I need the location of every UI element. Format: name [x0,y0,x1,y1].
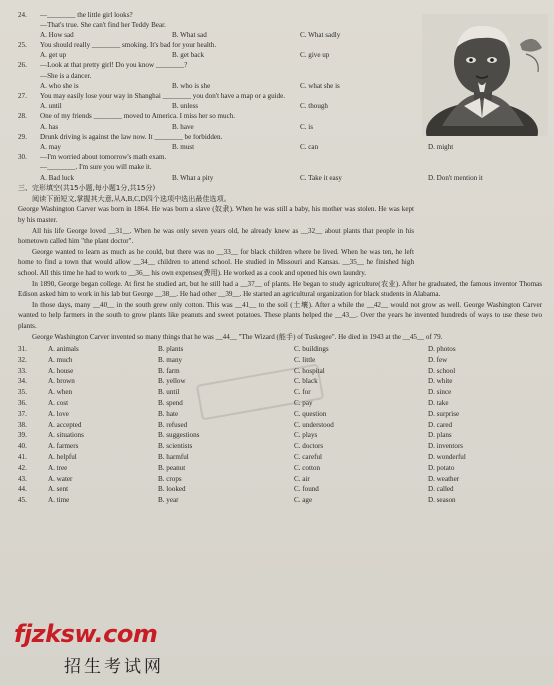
cloze-option-b: B. harmful [158,452,189,461]
cloze-number: 38. [18,420,27,429]
cloze-option-b: B. hate [158,409,179,418]
question-number: 27. [18,92,27,101]
cloze-option-a: A. cost [48,398,69,407]
site-watermark [8,620,208,682]
cloze-option-a: A. brown [48,377,75,386]
question-options [18,173,542,183]
cloze-option-b: B. crops [158,474,182,483]
portrait-illustration [422,14,548,136]
option-b: B. unless [172,103,199,111]
watermark-subtitle: 招生考试网 [64,657,164,677]
cloze-option-c: C. found [294,485,319,494]
question-number: 30. [18,153,27,162]
option-d: D. might [428,143,454,151]
cloze-number: 36. [18,398,27,407]
option-b: B. have [172,123,194,131]
cloze-option-c: C. question [294,409,327,418]
cloze-option-d: D. photos [428,344,456,353]
cloze-option-d: D. cared [428,420,453,429]
cloze-option-a: A. water [48,474,73,483]
option-b: B. What sad [172,31,207,39]
cloze-number: 31. [18,344,27,353]
cloze-option-row [18,355,542,366]
option-a: A. has [40,123,59,131]
option-a: A. get up [40,52,67,60]
cloze-option-row [18,430,542,441]
cloze-option-a: A. when [48,388,73,397]
option-a: A. How sad [40,31,74,39]
passage-paragraph: In 1890, George began college. At first he studied art, but he still had a __37__ of plants. He began to study agriculture(农业). After he graduated, the famous inventor Thomas Edison asked him to work in his lab but George __38__. He had other __39__. He started an agricultural organization for black students in Alabama. [18,279,542,299]
cloze-option-c: C. black [294,377,318,386]
cloze-number: 43. [18,474,27,483]
question-text: One of my friends ________ moved to America. I miss her so much. [40,113,236,121]
cloze-option-row [18,484,542,495]
option-b: B. get back [172,52,205,60]
cloze-number: 42. [18,463,27,472]
cloze-option-row [18,495,542,506]
cloze-option-c: C. understood [294,420,334,429]
cloze-option-row [18,452,542,463]
cloze-option-c: C. age [294,496,313,505]
cloze-option-d: D. called [428,485,454,494]
cloze-option-c: C. air [294,474,310,483]
cloze-option-d: D. weather [428,474,460,483]
cloze-option-d: D. few [428,355,448,364]
option-b: B. who is she [172,82,211,90]
cloze-option-c: C. hospital [294,366,325,375]
cloze-option-b: B. farm [158,366,180,375]
option-a: A. may [40,143,61,151]
cloze-option-row [18,420,542,431]
cloze-option-c: C. doctors [294,442,324,451]
cloze-option-b: B. many [158,355,183,364]
cloze-option-c: C. careful [294,452,322,461]
cloze-option-b: B. suggestions [158,431,200,440]
cloze-option-a: A. much [48,355,73,364]
question-options [18,142,542,152]
question-number: 24. [18,10,27,19]
cloze-option-row [18,463,542,474]
question-number: 25. [18,41,27,50]
option-a: A. Bad luck [40,174,75,182]
cloze-number: 40. [18,442,27,451]
cloze-option-d: D. season [428,496,456,505]
cloze-number: 41. [18,452,27,461]
question-text: You should really ________ smoking. It's bad for your health. [40,42,217,50]
question-number: 28. [18,112,27,121]
option-c: C. is [300,123,314,131]
option-c: C. give up [300,52,330,60]
cloze-option-c: C. little [294,355,316,364]
cloze-option-d: D. school [428,366,456,375]
question-continuation: —That's true. She can't find her Teddy Bear. [40,20,166,29]
cloze-option-c: C. for [294,388,311,397]
question-text: You may easily lose your way in Shanghai ________ you don't have a map or a guide. [40,93,286,101]
cloze-options-list [18,344,542,506]
cloze-number: 35. [18,388,27,397]
cloze-option-a: A. house [48,366,74,375]
option-c: C. can [300,143,319,151]
cloze-option-b: B. yellow [158,377,186,386]
cloze-number: 44. [18,485,27,494]
question-line [18,153,542,163]
cloze-number: 37. [18,409,27,418]
option-c: C. though [300,103,328,111]
question-text: —I'm worried about tomorrow's math exam. [40,154,167,162]
option-c: C. Take it easy [300,174,342,182]
cloze-option-a: A. time [48,496,70,505]
cloze-passage [18,204,542,342]
cloze-option-a: A. love [48,409,69,418]
cloze-option-row [18,474,542,485]
cloze-option-d: D. wonderful [428,452,466,461]
section-title: 三、完形填空(共15小题,每小题1分,共15分) [18,184,156,193]
passage-paragraph: In those days, many __40__ in the south grew only cotton. This was __41__ to the soil (土壤). After a while the __42__ would not grow as well. George Washington Carver wanted to help farmers in the south to grow plants like peanuts and sweet potatoes. These plants helped the __43__. Over the years he invented hundreds of ways to use these two plants. [18,300,542,330]
option-b: B. must [172,143,195,151]
passage-paragraph: George wanted to learn as much as he could, but there was no __33__ for black children where he lived. When he was ten, he left home to find a town that would allow __34__ children to attend school. He studied in Missouri and Kansas. __35__ he finished high school. All this time he had to work to __36__ his own expenses(费用). He worked as a cook and opened his own laundry. [18,247,414,277]
cloze-option-a: A. animals [48,344,79,353]
option-a: A. until [40,103,62,111]
question-text: —Look at that pretty girl! Do you know ________? [40,62,188,70]
watermark-logo: fjzksw.com [14,620,158,648]
question-continuation: —________. I'm sure you will make it. [40,163,152,172]
option-c: C. What sadly [300,31,341,39]
cloze-option-b: B. refused [158,420,188,429]
cloze-number: 32. [18,355,27,364]
question-number: 29. [18,132,27,141]
question-text: —________ the little girl looks? [40,11,133,19]
option-a: A. who she is [40,82,79,90]
cloze-option-a: A. accepted [48,420,82,429]
question-number: 26. [18,61,27,70]
cloze-option-row [18,441,542,452]
cloze-option-d: D. potato [428,463,455,472]
cloze-option-b: B. until [158,388,180,397]
section-instruction: 阅读下面短文,掌握其大意,从A,B,C,D四个选项中选出最佳选项。 [32,194,231,203]
passage-paragraph: George Washington Carver was born in 1864. He was born a slave (奴隶). When he was still a baby, his mother was stolen. He was kept by his master. [18,205,414,224]
cloze-option-b: B. peanut [158,463,186,472]
cloze-option-b: B. plants [158,344,184,353]
cloze-option-row [18,344,542,355]
question-continuation: —She is a dancer. [40,71,92,80]
cloze-option-b: B. spend [158,398,183,407]
cloze-option-a: A. helpful [48,452,77,461]
question-text: Drunk driving is against the law now. It ________ be forbidden. [40,133,223,141]
cloze-number: 33. [18,366,27,375]
cloze-option-a: A. sent [48,485,69,494]
option-b: B. What a pity [172,174,214,182]
option-d: D. Don't mention it [428,174,483,182]
cloze-option-a: A. farmers [48,442,79,451]
cloze-number: 34. [18,377,27,386]
cloze-option-d: D. since [428,388,452,397]
cloze-option-a: A. situations [48,431,84,440]
cloze-option-d: D. take [428,398,449,407]
cloze-option-d: D. inventors [428,442,464,451]
cloze-option-row [18,409,542,420]
cloze-option-a: A. tree [48,463,68,472]
cloze-option-c: C. plays [294,431,318,440]
cloze-option-c: C. buildings [294,344,329,353]
passage-paragraph: George Washington Carver invented so many things that he was __44__ "The Wizard (能手) of Tuskegee". He died in 1943 at the __45__ of 79. [32,332,443,341]
cloze-option-c: C. pay [294,398,313,407]
cloze-option-b: B. looked [158,485,186,494]
cloze-option-d: D. white [428,377,453,386]
cloze-number: 39. [18,431,27,440]
cloze-option-b: B. scientists [158,442,193,451]
cloze-number: 45. [18,496,27,505]
passage-paragraph: All his life George loved __31__. When he was only seven years old, he already knew as __32__ about plants that people in his hometown called him "the plant doctor". [18,226,414,246]
cloze-option-b: B. year [158,496,179,505]
cloze-option-c: C. cotton [294,463,321,472]
cloze-option-d: D. surprise [428,409,460,418]
cloze-option-d: D. plans [428,431,452,440]
option-c: C. what she is [300,82,340,90]
